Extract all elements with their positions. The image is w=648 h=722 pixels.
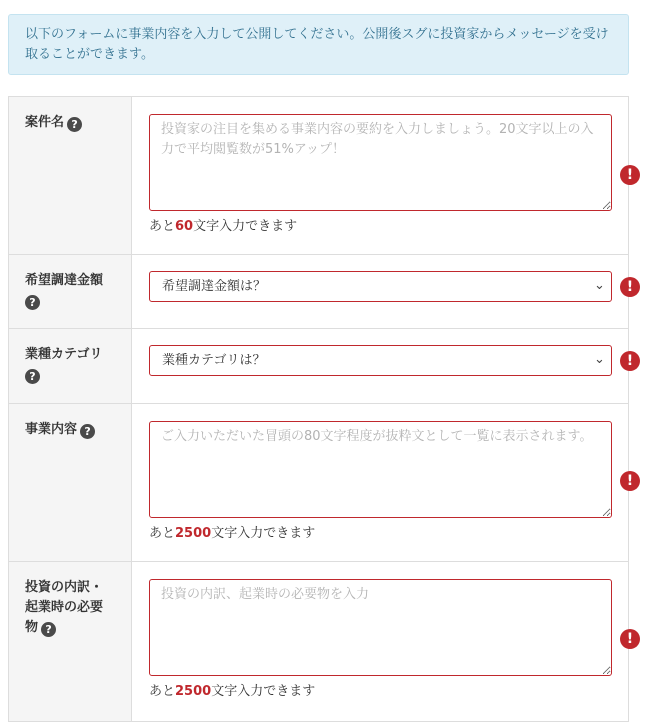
amount-select[interactable] [149, 271, 612, 302]
exclamation-circle-icon: ! [620, 471, 640, 491]
category-label: 業種カテゴリ [25, 347, 103, 362]
post-form-table [8, 96, 634, 722]
form-row-amount [9, 255, 629, 329]
field-label-cell [9, 97, 132, 255]
business-textarea[interactable] [149, 421, 612, 518]
business-label: 事業内容 [25, 422, 78, 437]
breakdown-label-line1: 投資の内訳・ [25, 580, 104, 595]
breakdown-remaining-count: 2500 [175, 684, 212, 699]
title-remaining-count: 60 [175, 219, 194, 234]
form-row-breakdown [9, 562, 629, 722]
exclamation-circle-icon: ! [620, 351, 640, 371]
question-circle-icon[interactable]: ? [67, 117, 82, 132]
business-remaining-count: 2500 [175, 526, 212, 541]
question-circle-icon[interactable]: ? [41, 622, 56, 637]
amount-label: 希望調達金額 [25, 273, 104, 288]
exclamation-circle-icon: ! [620, 277, 640, 297]
field-label-cell [9, 255, 132, 329]
exclamation-circle-icon: ! [620, 165, 640, 185]
question-circle-icon[interactable]: ? [80, 424, 95, 439]
category-select[interactable] [149, 345, 612, 376]
business-char-counter: あと2500文字入力できます [149, 526, 316, 541]
title-textarea[interactable] [149, 114, 612, 211]
field-value-cell [132, 97, 634, 255]
info-notice: 以下のフォームに事業内容を入力して公開してください。公開後スグに投資家からメッセージを受け取ることができます。 [8, 14, 629, 75]
breakdown-label-line3: 物 [25, 620, 39, 635]
field-label-cell [9, 562, 132, 722]
form-row-category [9, 329, 629, 404]
breakdown-textarea[interactable] [149, 579, 612, 676]
title-char-counter: あと60文字入力できます [149, 219, 298, 234]
field-label-cell [9, 329, 132, 404]
chevron-down-icon: ⌄ [594, 278, 605, 293]
form-row-business [9, 404, 629, 562]
breakdown-label-line2: 起業時の必要 [25, 600, 104, 615]
field-value-cell [132, 562, 634, 722]
field-value-cell [132, 255, 634, 329]
field-value-cell [132, 329, 634, 404]
field-value-cell [132, 404, 634, 562]
field-label-cell [9, 404, 132, 562]
title-label: 案件名 [25, 115, 65, 130]
breakdown-char-counter: あと2500文字入力できます [149, 684, 316, 699]
question-circle-icon[interactable]: ? [25, 295, 40, 310]
question-circle-icon[interactable]: ? [25, 369, 40, 384]
chevron-down-icon: ⌄ [594, 352, 605, 367]
exclamation-circle-icon: ! [620, 629, 640, 649]
form-row-title [9, 97, 629, 255]
